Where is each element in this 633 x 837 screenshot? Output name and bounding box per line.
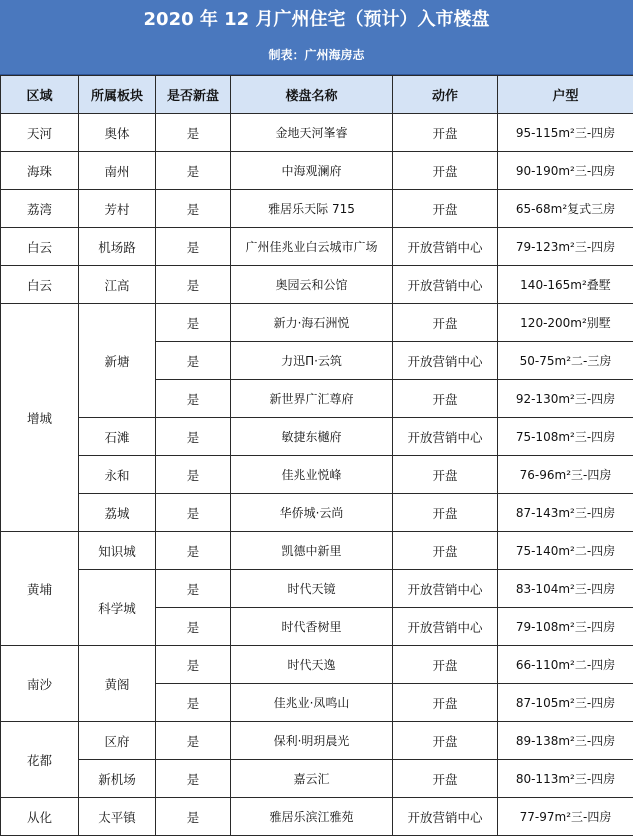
table-row xyxy=(1,456,633,494)
is-new-cell: 是 xyxy=(156,228,231,266)
column-header-district: 区域 xyxy=(1,76,79,114)
action-cell: 开盘 xyxy=(393,760,498,798)
header-row xyxy=(1,76,633,114)
project-name-cell: 时代天镜 xyxy=(231,570,393,608)
project-name-cell: 嘉云汇 xyxy=(231,760,393,798)
project-name-cell: 新世界广汇尊府 xyxy=(231,380,393,418)
district-cell: 白云 xyxy=(1,228,79,266)
is-new-cell: 是 xyxy=(156,114,231,152)
table-row xyxy=(1,152,633,190)
column-header-is-new: 是否新盘 xyxy=(156,76,231,114)
is-new-cell: 是 xyxy=(156,456,231,494)
layout-cell: 76-96m²三-四房 xyxy=(498,456,633,494)
layout-cell: 87-143m²三-四房 xyxy=(498,494,633,532)
district-cell: 花都 xyxy=(1,722,79,798)
action-cell: 开盘 xyxy=(393,456,498,494)
table-row xyxy=(1,304,633,342)
is-new-cell: 是 xyxy=(156,380,231,418)
is-new-cell: 是 xyxy=(156,532,231,570)
table-row xyxy=(1,266,633,304)
project-name-cell: 中海观澜府 xyxy=(231,152,393,190)
is-new-cell: 是 xyxy=(156,760,231,798)
action-cell: 开盘 xyxy=(393,304,498,342)
block-cell: 江高 xyxy=(79,266,156,304)
action-cell: 开盘 xyxy=(393,532,498,570)
layout-cell: 87-105m²三-四房 xyxy=(498,684,633,722)
block-cell: 奥体 xyxy=(79,114,156,152)
project-name-cell: 华侨城·云尚 xyxy=(231,494,393,532)
layout-cell: 79-108m²三-四房 xyxy=(498,608,633,646)
layout-cell: 80-113m²三-四房 xyxy=(498,760,633,798)
district-cell: 南沙 xyxy=(1,646,79,722)
action-cell: 开放营销中心 xyxy=(393,798,498,836)
action-cell: 开放营销中心 xyxy=(393,266,498,304)
is-new-cell: 是 xyxy=(156,342,231,380)
district-cell: 从化 xyxy=(1,798,79,836)
layout-cell: 95-115m²三-四房 xyxy=(498,114,633,152)
action-cell: 开盘 xyxy=(393,494,498,532)
is-new-cell: 是 xyxy=(156,798,231,836)
table-row xyxy=(1,228,633,266)
block-cell: 黄阁 xyxy=(79,646,156,722)
title-banner xyxy=(0,0,633,75)
district-cell: 海珠 xyxy=(1,152,79,190)
is-new-cell: 是 xyxy=(156,722,231,760)
is-new-cell: 是 xyxy=(156,684,231,722)
is-new-cell: 是 xyxy=(156,190,231,228)
layout-cell: 50-75m²二-三房 xyxy=(498,342,633,380)
table-row xyxy=(1,532,633,570)
is-new-cell: 是 xyxy=(156,608,231,646)
project-name-cell: 敏捷东樾府 xyxy=(231,418,393,456)
project-name-cell: 新力·海石洲悦 xyxy=(231,304,393,342)
table-row xyxy=(1,798,633,836)
column-header-layout: 户型 xyxy=(498,76,633,114)
is-new-cell: 是 xyxy=(156,304,231,342)
table-row xyxy=(1,494,633,532)
layout-cell: 120-200m²别墅 xyxy=(498,304,633,342)
action-cell: 开盘 xyxy=(393,646,498,684)
block-cell: 石滩 xyxy=(79,418,156,456)
project-name-cell: 保利·明玥晨光 xyxy=(231,722,393,760)
action-cell: 开放营销中心 xyxy=(393,418,498,456)
action-cell: 开盘 xyxy=(393,190,498,228)
is-new-cell: 是 xyxy=(156,570,231,608)
layout-cell: 92-130m²三-四房 xyxy=(498,380,633,418)
project-name-cell: 时代天逸 xyxy=(231,646,393,684)
district-cell: 荔湾 xyxy=(1,190,79,228)
district-cell: 白云 xyxy=(1,266,79,304)
district-cell: 天河 xyxy=(1,114,79,152)
district-cell: 黄埔 xyxy=(1,532,79,646)
layout-cell: 77-97m²三-四房 xyxy=(498,798,633,836)
project-name-cell: 佳兆业·凤鸣山 xyxy=(231,684,393,722)
block-cell: 知识城 xyxy=(79,532,156,570)
action-cell: 开盘 xyxy=(393,684,498,722)
block-cell: 太平镇 xyxy=(79,798,156,836)
project-name-cell: 凯德中新里 xyxy=(231,532,393,570)
block-cell: 永和 xyxy=(79,456,156,494)
layout-cell: 83-104m²三-四房 xyxy=(498,570,633,608)
block-cell: 科学城 xyxy=(79,570,156,646)
project-name-cell: 力迅Π·云筑 xyxy=(231,342,393,380)
layout-cell: 75-140m²二-四房 xyxy=(498,532,633,570)
column-header-name: 楼盘名称 xyxy=(231,76,393,114)
project-name-cell: 时代香树里 xyxy=(231,608,393,646)
project-name-cell: 佳兆业悦峰 xyxy=(231,456,393,494)
action-cell: 开放营销中心 xyxy=(393,570,498,608)
layout-cell: 89-138m²三-四房 xyxy=(498,722,633,760)
layout-cell: 65-68m²复式三房 xyxy=(498,190,633,228)
column-header-action: 动作 xyxy=(393,76,498,114)
block-cell: 机场路 xyxy=(79,228,156,266)
is-new-cell: 是 xyxy=(156,646,231,684)
table-row xyxy=(1,722,633,760)
action-cell: 开盘 xyxy=(393,722,498,760)
table-row xyxy=(1,570,633,608)
block-cell: 新塘 xyxy=(79,304,156,418)
project-name-cell: 奥园云和公馆 xyxy=(231,266,393,304)
block-cell: 区府 xyxy=(79,722,156,760)
block-cell: 新机场 xyxy=(79,760,156,798)
column-header-block: 所属板块 xyxy=(79,76,156,114)
action-cell: 开盘 xyxy=(393,114,498,152)
is-new-cell: 是 xyxy=(156,152,231,190)
layout-cell: 75-108m²三-四房 xyxy=(498,418,633,456)
layout-cell: 66-110m²二-四房 xyxy=(498,646,633,684)
table-row xyxy=(1,646,633,684)
layout-cell: 79-123m²三-四房 xyxy=(498,228,633,266)
project-name-cell: 雅居乐滨江雅苑 xyxy=(231,798,393,836)
action-cell: 开放营销中心 xyxy=(393,228,498,266)
action-cell: 开放营销中心 xyxy=(393,608,498,646)
block-cell: 荔城 xyxy=(79,494,156,532)
listing-table xyxy=(0,75,633,836)
action-cell: 开放营销中心 xyxy=(393,342,498,380)
district-cell: 增城 xyxy=(1,304,79,532)
block-cell: 芳村 xyxy=(79,190,156,228)
project-name-cell: 雅居乐天际 715 xyxy=(231,190,393,228)
table-row xyxy=(1,190,633,228)
project-name-cell: 金地天河峯睿 xyxy=(231,114,393,152)
action-cell: 开盘 xyxy=(393,380,498,418)
table-row xyxy=(1,418,633,456)
is-new-cell: 是 xyxy=(156,418,231,456)
is-new-cell: 是 xyxy=(156,266,231,304)
table-row xyxy=(1,760,633,798)
layout-cell: 90-190m²三-四房 xyxy=(498,152,633,190)
layout-cell: 140-165m²叠墅 xyxy=(498,266,633,304)
block-cell: 南州 xyxy=(79,152,156,190)
action-cell: 开盘 xyxy=(393,152,498,190)
table-title: 2020 年 12 月广州住宅（预计）入市楼盘 xyxy=(143,9,490,30)
is-new-cell: 是 xyxy=(156,494,231,532)
table-row xyxy=(1,114,633,152)
project-name-cell: 广州佳兆业白云城市广场 xyxy=(231,228,393,266)
table-subtitle: 制表：广州海房志 xyxy=(268,48,365,62)
